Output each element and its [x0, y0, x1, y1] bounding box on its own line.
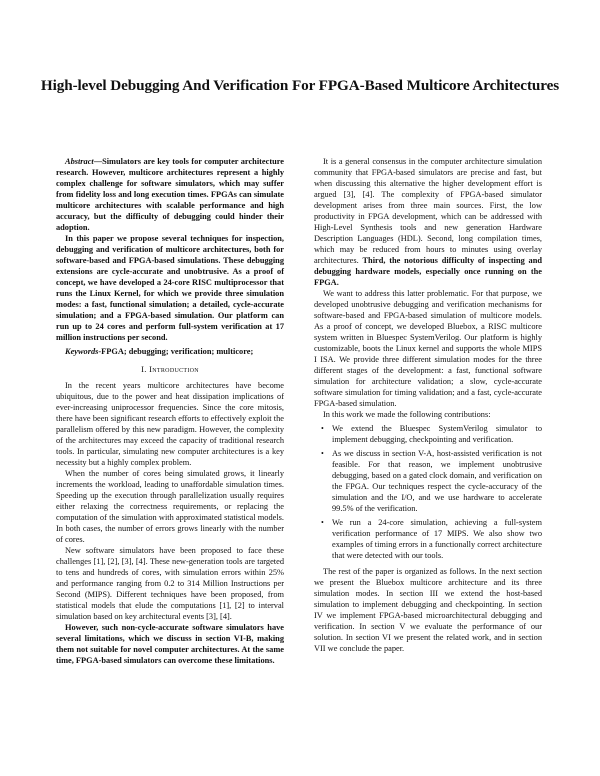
intro-paragraph-1: In the recent years multicore architectures have become ubiquitous, due to the power and heat dissipation implications of ever-increasing uniprocessor frequencies. Since the core mitosis, there have been significant research efforts to effectively exploit the parallelism offered by this new paradigm. However, the complexity of the architectures may exceed the capacity of traditional research tools. In particular, simulating new computer architectures is a key necessity but a highly complex problem. — [56, 381, 284, 467]
contribution-text: We extend the Bluespec SystemVerilog simulator to implement debugging, checkpointing and verification. — [332, 424, 542, 444]
keywords-label: Keywords — [65, 347, 99, 356]
right-paragraph-2: We want to address this latter problematic. For that purpose, we developed unobtrusive debugging and verification mechanisms for software-based and FPGA-based simulation of multicore models. As a proof of concept, we developed Bluebox, a RISC multicore system written in Bluespec SystemVerilog. Our platform is highly customizable, boots the Linux kernel and supports the whole MIPS I ISA. We provide three different simulation modes for the three different stages of the development: a fast, functional software simulation for architecture validation; a slow, cycle-accurate software simulation for timing validation; and a fast, cycle-accurate FPGA-based simulation. — [314, 289, 542, 408]
keywords-line — [56, 346, 284, 357]
right-column — [314, 156, 542, 654]
right-paragraph-4: The rest of the paper is organized as follows. In the next section we present the Bluebox multicore architecture and its three simulation modes. In section III we extend the host-based simulation to implement debugging and checkpointing. In section IV we implement FPGA-based microarchitectural debugging and verification. In section V we evaluate the performance of our solution. In section VI we present the related work, and in section VII we conclude the paper. — [314, 567, 542, 653]
contributions-list — [314, 423, 542, 561]
right-paragraph-3: In this work we made the following contributions: — [323, 410, 491, 419]
abstract-dash: — — [93, 157, 103, 166]
left-column — [56, 156, 284, 666]
right-paragraph-1-text: It is a general consensus in the computer architecture simulation community that FPGA-based simulators are precise and fast, but when discussing this alternative the higher development effort is argued [3], [4]. The complexity of FPGA-based simulator development arises from three main sources. First, the low productivity in FPGA development, which can be addressed with High-Level Synthesis tools and new generation Hardware Description Languages (HDL). Second, long compilation times, which may be reduced from hours to minutes using overlay architectures. — [314, 157, 542, 265]
right-paragraph-1-bold: Third, the notorious difficulty of inspecting and debugging hardware models, especially once running on the FPGA. — [314, 256, 542, 287]
abstract-text-1: Simulators are key tools for computer architecture research. However, multicore architectures represent a highly complex challenge for software simulators, which may suffer from fidelity loss and long execution times. FPGAs can simulate multicore architectures with scalable performance and high accuracy, but the difficulty of debugging could hinder their adoption. — [56, 157, 284, 232]
abstract-label: Abstract — [65, 157, 94, 166]
contribution-item — [321, 448, 542, 514]
bullet-icon: • — [321, 449, 324, 458]
contribution-text: As we discuss in section V-A, host-assisted verification is not feasible. For that reason, we implement unobtrusive debugging, based on a gated clock domain, and verification on the FPGA. Our techniques respect the cycle-accuracy of the simulation and the I/O, and we use hardware to accelerate 99.5% of the verification. — [332, 449, 542, 513]
paper-title: High-level Debugging And Verification For FPGA-Based Multicore Architectures — [40, 77, 560, 94]
intro-paragraph-2: When the number of cores being simulated grows, it linearly increments the workload, leading to unaffordable simulation times. Speeding up the execution through parallelization usually requires either relaxing the correctness requirements, or replacing the computation of the simulation with approximated statistical models. In both cases, the number of errors grows linearly with the number of cores. — [56, 469, 284, 544]
keywords-text: -FPGA; debugging; verification; multicore; — [98, 347, 254, 356]
intro-paragraph-4-text: However, such non-cycle-accurate software simulators have several limitations, which we discuss in section VI-B, making them not suitable for novel computer architectures. At the same time, FPGA-based simulators can overcome these limitations. — [56, 623, 284, 665]
intro-paragraph-4 — [56, 622, 284, 666]
bullet-icon: • — [321, 518, 324, 527]
contribution-item — [321, 517, 542, 561]
bullet-icon: • — [321, 424, 324, 433]
section-heading-introduction: I. Introduction — [141, 364, 199, 374]
intro-paragraph-3: New software simulators have been proposed to face these challenges [1], [2], [3], [4]. These new-generation tools are targeted to tens and hundreds of cores, with simulation errors within 25% and performance ranging from 0.2 to 314 Million Instructions per Second (MIPS). Different techniques have been proposed, from statistical models that elude the computations [1], [2] to interval simulation based on key architectural events [3], [4]. — [56, 546, 284, 621]
contribution-text: We run a 24-core simulation, achieving a full-system verification performance of 17 MIPS. We also show two examples of timing errors in a functionally correct architecture that were detected with our tools. — [332, 518, 542, 560]
contribution-item — [321, 423, 542, 445]
abstract-paragraph-1 — [56, 156, 284, 233]
right-paragraph-1 — [314, 156, 542, 288]
abstract-paragraph-2: In this paper we propose several techniques for inspection, debugging and verification of multicore architectures, both for software-based and FPGA-based simulations. These debugging extensions are cycle-accurate and unobtrusive. As a proof of concept, we have developed a 24-core RISC multiprocessor that runs the Linux Kernel, for which we provide three simulation modes: a fast, functional simulation; a detailed, cycle-accurate simulation; and a FPGA-based simulation. Our platform can run up to 24 cores and perform full-system verification at 17 million instructions per second. — [56, 234, 284, 342]
